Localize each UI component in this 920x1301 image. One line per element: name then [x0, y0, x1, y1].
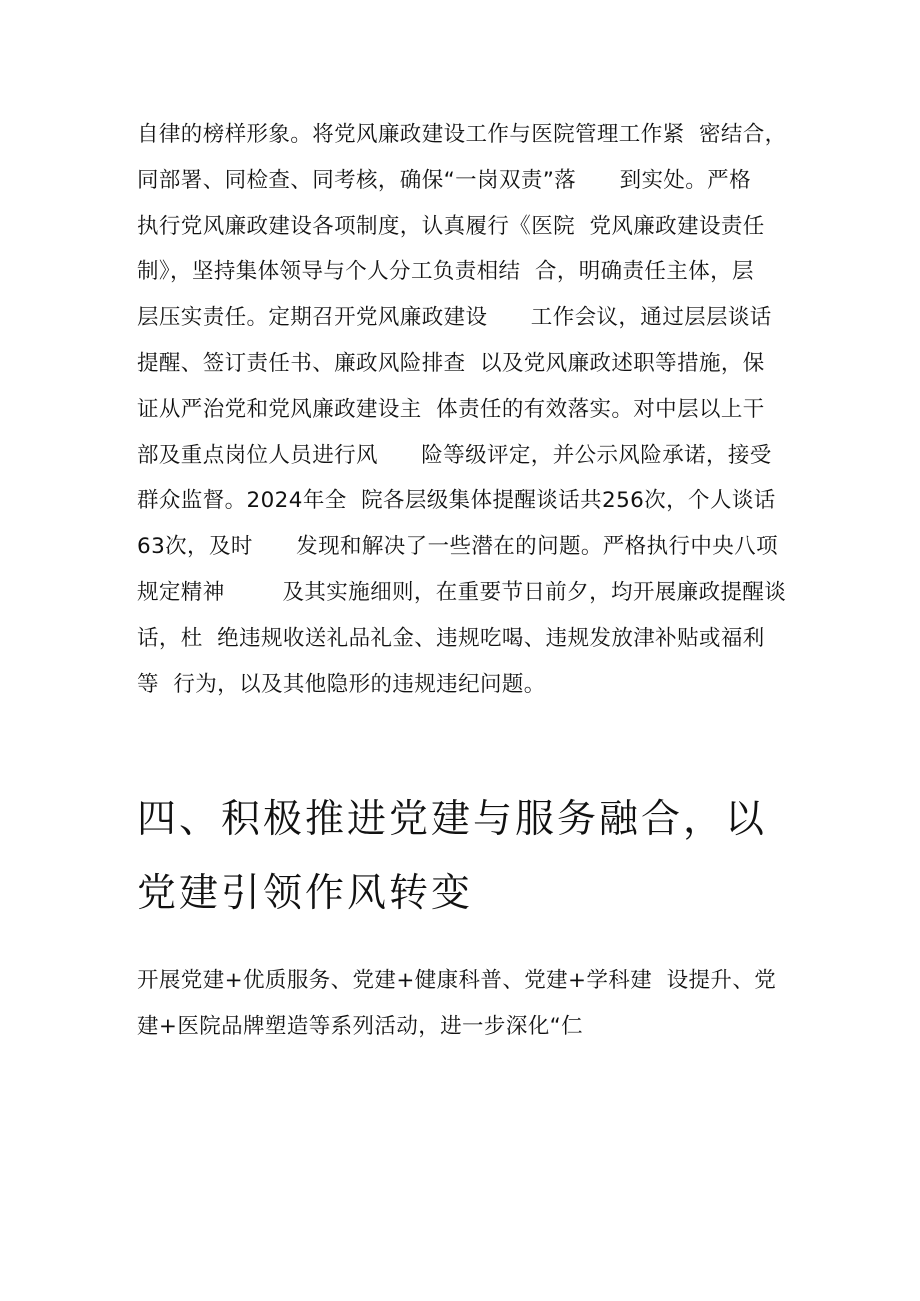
text-line: 群众监督。2024年全 院各层级集体提醒谈话共256次，个人谈话	[137, 488, 776, 514]
text-line: 部及重点岗位人员进行风 险等级评定，并公示风险承诺，接受	[137, 442, 772, 468]
heading-line: 四、积极推进党建与服务融合，以	[137, 797, 768, 842]
text-line: 执行党风廉政建设各项制度，认真履行《医院 党风廉政建设责任	[137, 213, 765, 239]
text-line: 话，杜 绝违规收送礼品礼金、违规吃喝、违规发放津补贴或福利	[137, 625, 765, 651]
text-line: 证从严治党和党风廉政建设主 体责任的有效落实。对中层以上干	[137, 396, 765, 422]
text-line: 同部署、同检查、同考核，确保“一岗双责”落 到实处。严格	[137, 167, 751, 193]
section-heading	[137, 783, 837, 931]
text-line: 提醒、签订责任书、廉政风险排查 以及党风廉政述职等措施，保	[137, 350, 765, 376]
heading-line: 党建引领作风转变	[137, 871, 474, 916]
body-paragraph-2	[137, 958, 817, 1050]
text-line: 层压实责任。定期召开党风廉政建设 工作会议，通过层层谈话	[137, 305, 772, 331]
body-paragraph-1	[137, 112, 797, 707]
text-line: 开展党建+优质服务、党建+健康科普、党建+学科建 设提升、党	[137, 968, 777, 993]
text-line: 等 行为，以及其他隐形的违规违纪问题。	[137, 671, 546, 697]
text-line: 规定精神 及其实施细则，在重要节日前夕，均开展廉政提醒谈	[137, 579, 787, 605]
text-line: 建+医院品牌塑造等系列活动，进一步深化“仁	[137, 1013, 584, 1039]
text-line: 制》，坚持集体领导与个人分工负责相结 合，明确责任主体，层	[137, 259, 754, 285]
text-line: 自律的榜样形象。将党风廉政建设工作与医院管理工作紧 密结合，	[137, 122, 787, 147]
text-line: 63次，及时 发现和解决了一些潜在的问题。严格执行中央八项	[137, 534, 778, 560]
